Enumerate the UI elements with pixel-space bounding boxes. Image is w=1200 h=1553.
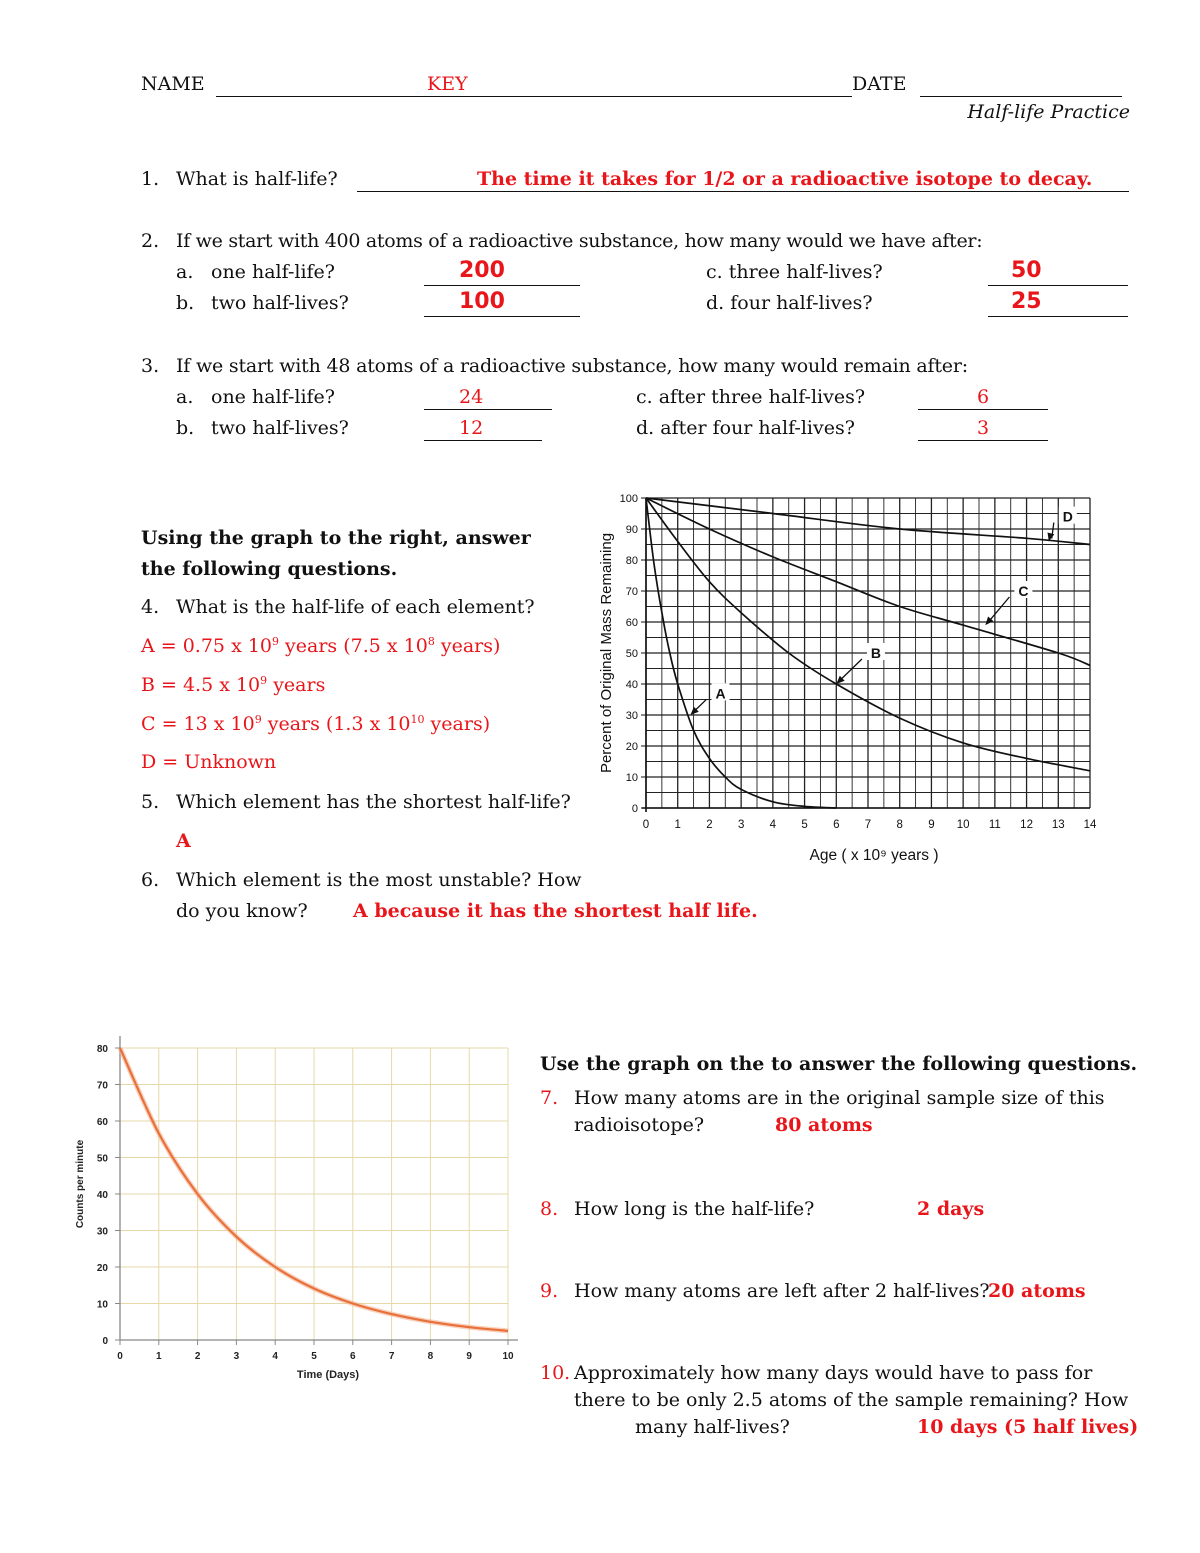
graph-instruction-line2: the following questions. (141, 558, 398, 580)
x-tick-label: 2 (194, 1351, 201, 1362)
q6-number: 6. (141, 869, 160, 891)
q3c-label: c. after three half-lives? (636, 386, 866, 408)
q2-number: 2. (141, 230, 160, 252)
q3-text: If we start with 48 atoms of a radioactive substance, how many would remain after: (176, 355, 968, 377)
y-tick-label: 80 (625, 555, 638, 567)
y-tick-label: 100 (619, 493, 638, 505)
name-label: NAME (141, 73, 205, 95)
x-tick-label: 11 (988, 819, 1001, 831)
section2-instruction: Use the graph on the to answer the following questions. (540, 1053, 1138, 1075)
q4-answer-c (141, 713, 490, 735)
y-tick-label: 70 (96, 1080, 108, 1092)
x-tick-label: 2 (706, 819, 713, 831)
q1-number: 1. (141, 168, 160, 190)
q2a-label: one half-life? (211, 261, 335, 283)
x-tick-label: 7 (388, 1351, 395, 1362)
x-tick-label: 14 (1083, 819, 1097, 831)
q4-answer-a-exp2: 8 (427, 635, 435, 648)
q4-answer-a (141, 635, 500, 657)
q2b-line (424, 316, 580, 317)
q4-answer-c-mid: years (1.3 x 10 (261, 713, 411, 735)
q10-text-line2: there to be only 2.5 atoms of the sample remaining? How (574, 1389, 1129, 1411)
q9-number: 9. (540, 1280, 559, 1302)
q9-answer: 20 atoms (988, 1280, 1086, 1302)
x-tick-label: 1 (156, 1351, 162, 1362)
q3b-line (424, 440, 542, 441)
y-tick-label: 40 (625, 679, 638, 691)
q6-text-line1: Which element is the most unstable? How (176, 869, 582, 891)
series-label-d: D (1062, 508, 1073, 525)
y-axis-label: Counts per minute (75, 1139, 86, 1229)
callout-line (839, 659, 862, 681)
q3a-label: one half-life? (211, 386, 335, 408)
x-tick-label: 9 (466, 1351, 472, 1362)
x-tick-label: 7 (864, 819, 872, 831)
y-tick-label: 80 (96, 1044, 108, 1055)
q2-text: If we start with 400 atoms of a radioactive substance, how many would we have after: (176, 230, 983, 252)
name-field-line (216, 96, 852, 97)
q6-answer: A because it has the shortest half life. (353, 900, 758, 922)
date-label: DATE (852, 73, 907, 95)
y-tick-label: 30 (625, 710, 638, 722)
q3a-line (424, 409, 552, 410)
page-subtitle: Half-life Practice (967, 101, 1130, 123)
x-tick-label: 8 (427, 1351, 434, 1362)
y-tick-label: 50 (96, 1153, 108, 1165)
y-tick-label: 70 (625, 586, 638, 598)
y-tick-label: 60 (625, 617, 638, 629)
y-tick-label: 10 (96, 1299, 108, 1311)
callout-line (988, 597, 1009, 622)
q10-text-line3: many half-lives? (635, 1416, 790, 1438)
q4-answer-b-prefix: B = 4.5 x 10 (141, 674, 261, 696)
x-tick-label: 3 (737, 819, 745, 831)
q3c-answer: 6 (977, 386, 990, 408)
q1-text: What is half-life? (176, 168, 338, 190)
q3c-line (918, 409, 1048, 410)
q3a-letter: a. (176, 386, 194, 408)
x-tick-label: 0 (117, 1351, 123, 1362)
x-tick-label: 12 (1020, 819, 1033, 831)
q3-number: 3. (141, 355, 160, 377)
q8-answer: 2 days (917, 1198, 985, 1220)
q4-answer-c-suffix: years) (424, 713, 491, 735)
q5-answer: A (176, 830, 191, 852)
y-tick-label: 90 (625, 524, 638, 536)
q5-text: Which element has the shortest half-life? (176, 791, 571, 813)
q1-answer-line (357, 191, 1129, 192)
q7-text-line1: How many atoms are in the original sample size of this (574, 1087, 1105, 1109)
x-tick-label: 3 (233, 1351, 240, 1362)
y-tick-label: 40 (96, 1190, 108, 1201)
y-tick-label: 20 (625, 741, 638, 753)
q8-text: How long is the half-life? (574, 1198, 815, 1220)
q9-text: How many atoms are left after 2 half-lives? (574, 1280, 990, 1302)
q7-answer: 80 atoms (775, 1114, 873, 1136)
q7-text-line2: radioisotope? (574, 1114, 705, 1136)
q2c-label: c. three half-lives? (706, 261, 883, 283)
q4-answer-a-suffix: years) (434, 635, 501, 657)
x-tick-label: 10 (502, 1351, 514, 1362)
name-field-value[interactable]: KEY (427, 73, 468, 95)
q10-text-line1: Approximately how many days would have to pass for (574, 1362, 1093, 1384)
date-field-line[interactable] (920, 96, 1122, 97)
x-tick-label: 5 (801, 819, 808, 831)
q2b-label: two half-lives? (211, 292, 349, 314)
y-tick-label: 0 (631, 803, 638, 815)
q4-answer-a-prefix: A = 0.75 x 10 (141, 635, 272, 657)
q2b-answer: 100 (459, 289, 505, 314)
q3b-letter: b. (176, 417, 195, 439)
q2b-letter: b. (176, 292, 195, 314)
counts-per-minute-chart (70, 1030, 514, 1390)
q6-text-line2: do you know? (176, 900, 308, 922)
q4-answer-d: D = Unknown (141, 751, 277, 773)
y-tick-label: 20 (96, 1263, 108, 1274)
q3b-label: two half-lives? (211, 417, 349, 439)
q3d-answer: 3 (977, 417, 990, 439)
q2c-line (988, 285, 1128, 286)
x-tick-label: 4 (272, 1351, 278, 1362)
q4-answer-b-exp: 9 (260, 674, 268, 687)
x-tick-label: 0 (642, 819, 650, 831)
q4-answer-b (141, 674, 325, 696)
x-tick-label: 8 (896, 819, 903, 831)
series-label-c: C (1018, 583, 1029, 599)
y-tick-label: 10 (625, 772, 638, 784)
x-tick-label: 9 (928, 819, 935, 831)
y-tick-label: 0 (102, 1336, 108, 1347)
series-label-a: A (715, 685, 726, 702)
q2a-answer: 200 (459, 258, 505, 283)
x-tick-label: 5 (311, 1351, 317, 1362)
q3d-label: d. after four half-lives? (636, 417, 855, 439)
q2c-answer: 50 (1011, 258, 1042, 283)
q4-answer-a-mid: years (7.5 x 10 (279, 635, 428, 657)
y-tick-label: 50 (625, 648, 638, 660)
x-tick-label: 6 (833, 819, 840, 831)
q4-answer-a-exp: 9 (272, 635, 279, 648)
q4-answer-c-prefix: C = 13 x 10 (141, 713, 255, 735)
q7-number: 7. (540, 1087, 559, 1109)
x-tick-label: 10 (956, 819, 970, 831)
q8-number: 8. (540, 1198, 559, 1220)
q3d-line (918, 440, 1048, 441)
q4-answer-b-mid: years (267, 674, 326, 696)
x-tick-label: 6 (350, 1351, 356, 1362)
q2d-answer: 25 (1011, 289, 1042, 314)
q4-number: 4. (141, 596, 160, 618)
series-label-b: B (870, 645, 881, 661)
q10-number: 10. (540, 1362, 571, 1384)
x-axis-label: Time (Days) (296, 1369, 360, 1381)
half-life-chart (590, 488, 1110, 868)
x-axis-label: Age ( x 10⁹ years ) (809, 847, 939, 864)
q3b-answer: 12 (459, 417, 484, 439)
q1-answer: The time it takes for 1/2 or a radioactive isotope to decay. (477, 168, 1093, 190)
x-tick-label: 13 (1051, 819, 1065, 831)
q2a-letter: a. (176, 261, 194, 283)
y-axis-label: Percent of Original Mass Remaining (598, 532, 615, 774)
q2d-line (988, 316, 1128, 317)
q3a-answer: 24 (459, 386, 484, 408)
q4-answer-c-exp: 9 (254, 713, 262, 726)
q2d-label: d. four half-lives? (706, 292, 873, 314)
y-tick-label: 60 (96, 1117, 108, 1128)
q4-text: What is the half-life of each element? (176, 596, 535, 618)
graph-instruction-line1: Using the graph to the right, answer (141, 527, 531, 549)
q4-answer-c-exp2: 10 (410, 713, 425, 726)
x-tick-label: 4 (769, 819, 777, 831)
y-tick-label: 30 (96, 1226, 108, 1238)
q2a-line (424, 285, 580, 286)
q10-answer: 10 days (5 half lives) (917, 1416, 1139, 1438)
x-tick-label: 1 (674, 819, 681, 831)
q5-number: 5. (141, 791, 160, 813)
